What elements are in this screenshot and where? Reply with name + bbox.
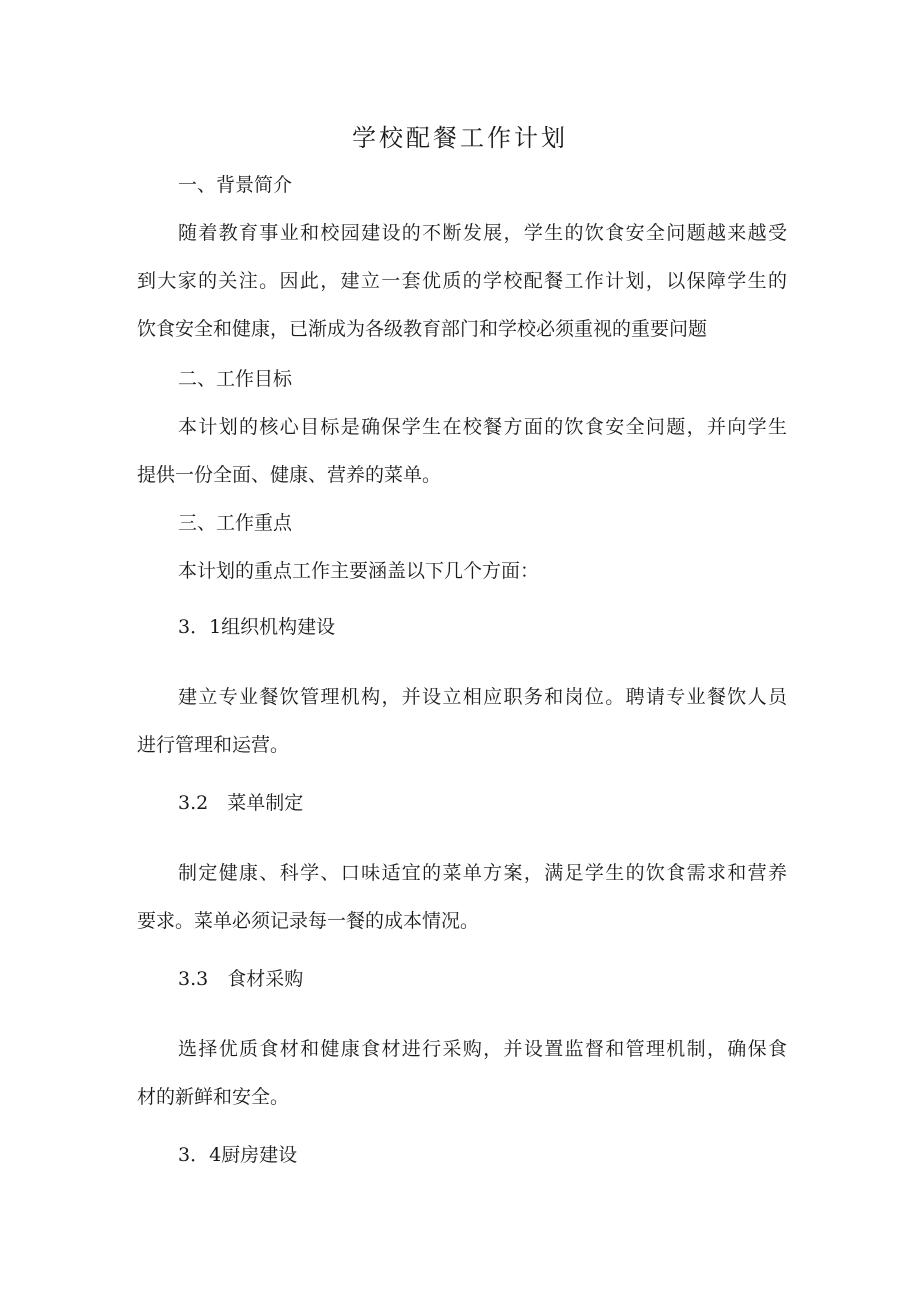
paragraph-line: 制定健康、科学、口味适宜的菜单方案，满足学生的饮食需求和营养 — [178, 862, 787, 884]
section-intro: 本计划的重点工作主要涵盖以下几个方面： — [178, 560, 540, 582]
paragraph-line: 选择优质食材和健康食材进行采购，并设置监督和管理机制，确保食 — [178, 1038, 787, 1060]
section-heading-focus: 三、工作重点 — [178, 512, 293, 534]
subsection-heading: 3．1组织机构建设 — [178, 616, 336, 638]
paragraph-line: 本计划的核心目标是确保学生在校餐方面的饮食安全问题，并向学生 — [178, 416, 787, 438]
subsection-heading: 3．4厨房建设 — [178, 1144, 298, 1166]
paragraph-line: 材的新鲜和安全。 — [137, 1086, 290, 1108]
document-title: 学校配餐工作计划 — [352, 124, 568, 152]
section-heading-goals: 二、工作目标 — [178, 368, 293, 390]
subsection-heading: 3.2 菜单制定 — [178, 792, 304, 814]
paragraph-line: 饮食安全和健康，已渐成为各级教育部门和学校必须重视的重要问题 — [137, 318, 708, 340]
paragraph-line: 建立专业餐饮管理机构，并设立相应职务和岗位。聘请专业餐饮人员 — [178, 686, 787, 708]
paragraph-line: 要求。菜单必须记录每一餐的成本情况。 — [137, 910, 480, 932]
paragraph-line: 到大家的关注。因此，建立一套优质的学校配餐工作计划，以保障学生的 — [137, 270, 787, 292]
subsection-heading: 3.3 食材采购 — [178, 968, 304, 990]
paragraph-line: 随着教育事业和校园建设的不断发展，学生的饮食安全问题越来越受 — [178, 222, 787, 244]
section-heading-background: 一、背景简介 — [178, 174, 293, 196]
paragraph-line: 进行管理和运营。 — [137, 734, 290, 756]
paragraph-line: 提供一份全面、健康、营养的菜单。 — [137, 464, 442, 486]
